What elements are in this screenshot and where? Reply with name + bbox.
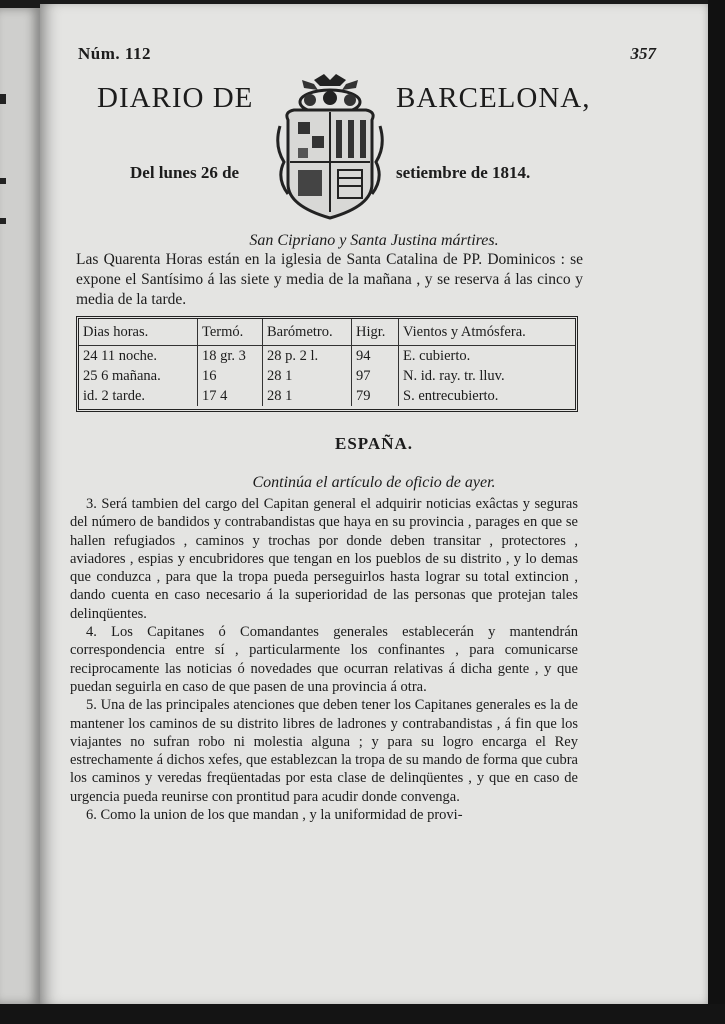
scan-bottom-border	[0, 1004, 725, 1024]
newspaper-page	[40, 4, 708, 1004]
weather-cell: E. cubierto.	[399, 346, 576, 367]
coat-of-arms-icon	[274, 66, 386, 226]
scan-right-border	[708, 0, 725, 1024]
left-page-edge	[0, 8, 40, 1004]
section-title: ESPAÑA.	[335, 434, 413, 453]
weather-cell: 28 p. 2 l.	[263, 346, 352, 367]
article-subtitle: Continúa el artículo de oficio de ayer.	[252, 474, 496, 491]
saints-of-the-day: San Cipriano y Santa Justina mártires.	[249, 232, 499, 249]
forty-hours-notice: Las Quarenta Horas están en la iglesia de Santa Catalina de PP. Dominicos : se expone el Santísimo á las siete y media de la mañana , y se reserva á las cinco y media de la tarde.	[76, 251, 583, 308]
weather-cell: S. entrecubierto.	[399, 386, 576, 406]
weather-cell: 16	[198, 366, 263, 386]
masthead-title-left: DIARIO DE	[97, 82, 254, 114]
weather-cell: id. 2 tarde.	[83, 387, 146, 404]
weather-header-cell: Barómetro.	[263, 319, 352, 346]
weather-row	[79, 346, 575, 367]
weather-cell: 97	[352, 366, 399, 386]
date-line-left: Del lunes 26 de	[130, 163, 240, 182]
article-paragraph: 4. Los Capitanes ó Comandantes generales establecerán y mantendrán correspondencia entre sí , particularmente los confinantes , para comunicarse reciprocamente las noticias ó novedades que ocurran relativas á dicha gente , y que puedan seguirla en caso de que pasen de una provincia á otra.	[70, 624, 578, 695]
weather-cell: 28 1	[263, 386, 352, 406]
weather-cell: 25 6 mañana.	[83, 367, 161, 384]
page-number: 357	[630, 44, 656, 63]
left-page-glyph	[0, 94, 6, 104]
issue-number: Núm. 112	[78, 44, 151, 63]
weather-row	[79, 366, 575, 386]
weather-cell: 94	[352, 346, 399, 367]
article-body	[70, 495, 578, 824]
weather-header-cell: Dias horas.	[79, 319, 198, 346]
left-page-glyph	[0, 178, 6, 184]
masthead-title-right: BARCELONA,	[396, 82, 591, 114]
weather-cell: 79	[352, 386, 399, 406]
weather-header-cell: Termó.	[198, 319, 263, 346]
article-paragraph: 6. Como la union de los que mandan , y la uniformidad de provi-	[86, 807, 463, 824]
date-line-right: setiembre de 1814.	[396, 163, 531, 182]
weather-header-row	[79, 319, 575, 346]
weather-cell: 17 4	[198, 386, 263, 406]
weather-header-cell: Higr.	[352, 319, 399, 346]
left-page-glyph	[0, 218, 6, 224]
weather-row	[79, 386, 575, 406]
article-paragraph: 3. Será tambien del cargo del Capitan general el adquirir noticias exâctas y seguras del número de bandidos y contrabandistas que haya en su provincia , parages en que se hallen refugiados , caminos y trochas por donde deben transitar , protectores , aviadores , espias y encubridores que tengan en los pueblos de su distrito , y lo demas que conduzca , para que la tropa pueda perseguirlos hasta lograr su total extincion , dando cuenta en caso necesario á la superioridad de las personas que protejan tales delinqüentes.	[70, 496, 578, 622]
weather-header-cell: Vientos y Atmósfera.	[399, 319, 576, 346]
weather-cell: 28 1	[263, 366, 352, 386]
weather-cell: 18 gr. 3	[198, 346, 263, 367]
weather-cell: 24 11 noche.	[83, 347, 157, 364]
weather-cell: N. id. ray. tr. lluv.	[399, 366, 576, 386]
article-paragraph: 5. Una de las principales atenciones que deben tener los Capitanes generales es la de mantener los caminos de su distrito libres de ladrones y contrabandistas , á fin que los viajantes no sufran robo ni molestia alguna ; y para su logro encarga el Rey estrechamente á dichos xefes, que establezcan la tropa de su mando de forma que cubra los caminos y veredas freqüentadas por esta clase de delinqüentes , y que en caso de urgencia pueda reunirse con prontitud para acudir donde convenga.	[70, 697, 578, 805]
weather-table	[76, 316, 578, 412]
